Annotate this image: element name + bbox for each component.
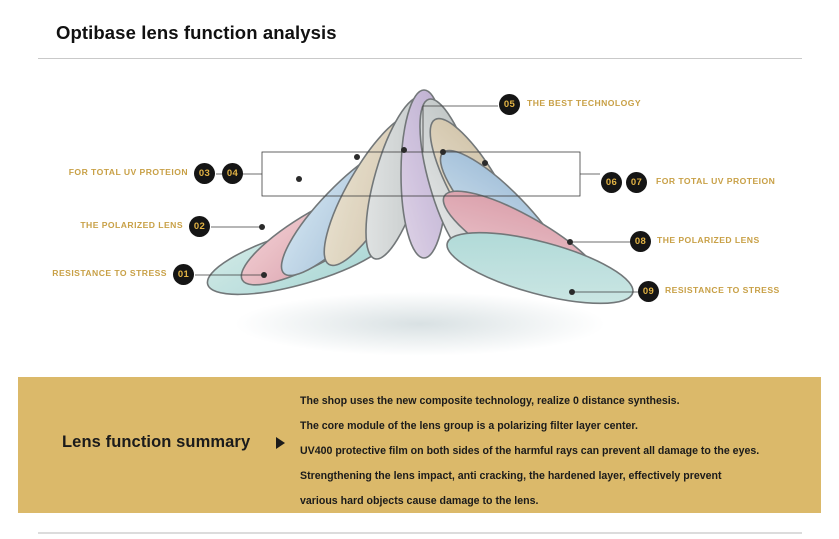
callout-label-08: THE POLARIZED LENS [657, 235, 760, 245]
summary-line: The shop uses the new composite technology, realize 0 distance synthesis. [300, 395, 680, 407]
callout-badge-03[interactable]: 03 [194, 163, 215, 184]
callout-badge-01[interactable]: 01 [173, 264, 194, 285]
title-divider [38, 58, 802, 59]
callout-badge-09[interactable]: 09 [638, 281, 659, 302]
callout-badge-05[interactable]: 05 [499, 94, 520, 115]
callout-badge-07[interactable]: 07 [626, 172, 647, 193]
callout-badge-02[interactable]: 02 [189, 216, 210, 237]
summary-title: Lens function summary [62, 433, 251, 451]
callout-label-05: THE BEST TECHNOLOGY [527, 98, 642, 108]
lens-fan-illustration [0, 62, 839, 362]
callout-badge-06[interactable]: 06 [601, 172, 622, 193]
summary-band [18, 377, 821, 513]
callout-label-07: FOR TOTAL UV PROTEION [656, 176, 776, 186]
summary-line: various hard objects cause damage to the lens. [300, 495, 539, 507]
callout-label-01: RESISTANCE TO STRESS [52, 268, 167, 278]
callout-label-09: RESISTANCE TO STRESS [665, 285, 780, 295]
bottom-divider [38, 532, 802, 534]
arrow-right-icon [276, 437, 285, 449]
lens-diagram [0, 62, 839, 362]
callout-badge-08[interactable]: 08 [630, 231, 651, 252]
callout-badge-04[interactable]: 04 [222, 163, 243, 184]
summary-line: The core module of the lens group is a polarizing filter layer center. [300, 420, 638, 432]
callout-label-03: FOR TOTAL UV PROTEION [68, 167, 188, 177]
summary-line: UV400 protective film on both sides of the harmful rays can prevent all damage to the eyes. [300, 445, 760, 457]
summary-line: Strengthening the lens impact, anti cracking, the hardened layer, effectively prevent [300, 470, 722, 482]
callout-label-02: THE POLARIZED LENS [80, 220, 183, 230]
summary-text-block [300, 389, 805, 514]
page-title: Optibase lens function analysis [56, 22, 337, 43]
